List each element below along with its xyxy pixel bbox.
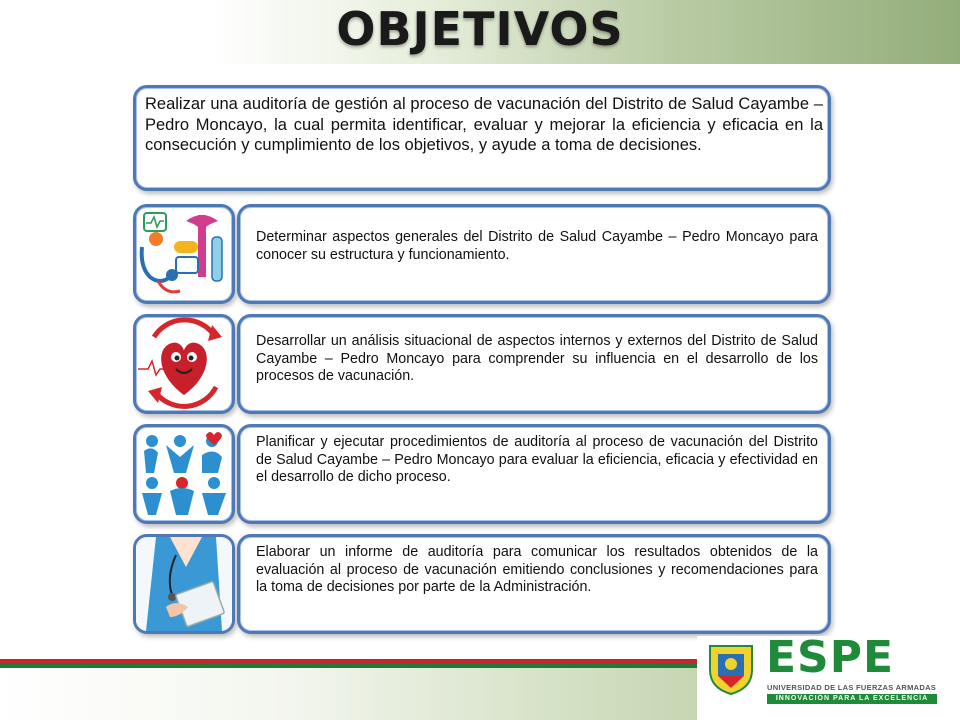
espe-wordmark: ESPE <box>766 632 895 683</box>
general-objective-box <box>133 85 831 191</box>
espe-subtitle: UNIVERSIDAD DE LAS FUERZAS ARMADAS <box>767 683 937 692</box>
heart-cycle-icon <box>133 314 235 414</box>
objective-box-2 <box>237 314 831 414</box>
espe-shield-icon <box>704 640 758 696</box>
espe-tagline: INNOVACIÓN PARA LA EXCELENCIA <box>767 694 937 704</box>
nurse-clipboard-icon <box>133 534 235 634</box>
objective-box-3 <box>237 424 831 524</box>
objective-text-2: Desarrollar un análisis situacional de aspectos internos y externos del Distrito de Salud Cayambe – Pedro Moncayo para comprender su influencia en el desarrollo de los procesos de vacunación. <box>256 333 818 384</box>
slide-title: OBJETIVOS <box>336 2 624 56</box>
objective-box-1 <box>237 204 831 304</box>
footer-green-line <box>0 664 700 668</box>
objective-text-3: Planificar y ejecutar procedimientos de auditoría al proceso de vacunación del Distrito de Salud Cayambe – Pedro Moncayo para evaluar la eficiencia, eficacia y efectividad en el desarrollo de dicho proceso. <box>256 434 818 485</box>
objective-box-4 <box>237 534 831 634</box>
general-objective-text: Realizar una auditoría de gestión al proceso de vacunación del Distrito de Salud Cayambe – Pedro Moncayo, la cual permita identificar, evaluar y mejorar la eficiencia y eficacia en la consecución y cumplimiento de los objetivos, y ayude a toma de decisiones. <box>145 95 823 154</box>
objective-text-4: Elaborar un informe de auditoría para comunicar los resultados obtenidos de la evaluación al proceso de vacunación emitiendo conclusiones y recomendaciones para la toma de decisiones por parte de la Administración. <box>256 544 818 595</box>
medical-instruments-icon <box>133 204 235 304</box>
people-group-icon <box>133 424 235 524</box>
objective-text-1: Determinar aspectos generales del Distrito de Salud Cayambe – Pedro Moncayo para conocer su estructura y funcionamiento. <box>256 229 818 263</box>
